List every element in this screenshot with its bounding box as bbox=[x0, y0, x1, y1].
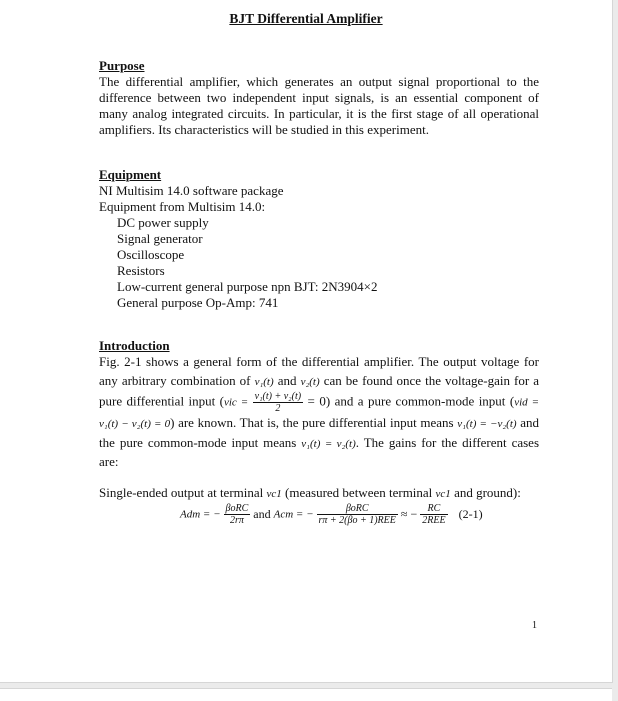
single-ended-line: Single-ended output at terminal vc1 (measured between terminal vc1 and ground): bbox=[99, 484, 521, 500]
equation-fraction: $\frac{\text{βoRC}}{2r\pi}$ bbox=[225, 503, 249, 526]
next-page-edge bbox=[0, 688, 612, 701]
equation-2-1: Adm = − $\frac{\text{βoRC}}{2r\pi}$ and Acm = − $\frac{\text{βoRC}}{\text{rπ + 2(βo + 1)REE}}$ ≈ − $\frac{RC}{\text{2REE}}$ (2-1) bbox=[180, 503, 483, 526]
equation-fraction: $\frac{\text{βoRC}}{\text{rπ + 2(βo + 1)REE}}$ bbox=[318, 503, 396, 526]
v1-symbol: v₁(t) bbox=[254, 375, 274, 388]
common-mode-fraction: $\frac{\text{v₁(t) + v₂(t)}}{2}$ bbox=[254, 391, 302, 414]
equipment-heading: Equipment bbox=[99, 167, 162, 182]
page-number: 1 bbox=[532, 620, 537, 631]
equipment-item: Resistors bbox=[117, 263, 165, 278]
equation-fraction: $\frac{RC}{\text{2REE}}$ bbox=[422, 503, 446, 526]
v2-symbol: v₂(t) bbox=[300, 375, 320, 388]
vid-expression: vid = v₁(t) − v₂(t) = 0 bbox=[99, 396, 540, 430]
common-mode-expression: v₁(t) = v₂(t) bbox=[301, 437, 356, 450]
introduction-heading: Introduction bbox=[99, 338, 170, 353]
equation-label: (2-1) bbox=[458, 507, 483, 521]
equipment-section bbox=[99, 167, 539, 311]
page-title: BJT Differential Amplifier bbox=[229, 11, 383, 26]
equipment-item: Signal generator bbox=[117, 231, 203, 246]
introduction-paragraph: Fig. 2-1 shows a general form of the differential amplifier. The output voltage for any arbitrary combination of v₁(t) and v₂(t) can be found once the voltage-gain for a pure differential input (vic = $\frac{\text{v₁(t) + v₂(t)}}{2}$ = 0) and a pure common-mode input (vid = v₁(t) − v₂(t) = 0) are known. That is, the pure differential input means v₁(t) = −v₂(t) and the pure common-mode input means v₁(t) = v₂(t). The gains for the different cases are: bbox=[99, 354, 540, 469]
vic-symbol: vic = bbox=[223, 396, 249, 409]
introduction-section bbox=[99, 339, 539, 503]
equipment-item: Oscilloscope bbox=[117, 247, 185, 262]
equipment-line: Equipment from Multisim 14.0: bbox=[99, 199, 266, 214]
equipment-item: General purpose Op-Amp: 741 bbox=[117, 295, 279, 310]
purpose-text: The differential amplifier, which generates an output signal proportional to the difference between two independent input signals, is an essential component of many analog integrated circuits. In particular, it is the first stage of all operational amplifiers. Its characteristics will be studied in this experiment. bbox=[99, 74, 539, 137]
purpose-section bbox=[99, 58, 539, 138]
equipment-line: NI Multisim 14.0 software package bbox=[99, 183, 284, 198]
equipment-item: Low-current general purpose npn BJT: 2N3904×2 bbox=[117, 279, 378, 294]
purpose-heading: Purpose bbox=[99, 58, 145, 73]
differential-expression: v₁(t) = −v₂(t) bbox=[457, 418, 517, 430]
equipment-item: DC power supply bbox=[117, 215, 209, 230]
